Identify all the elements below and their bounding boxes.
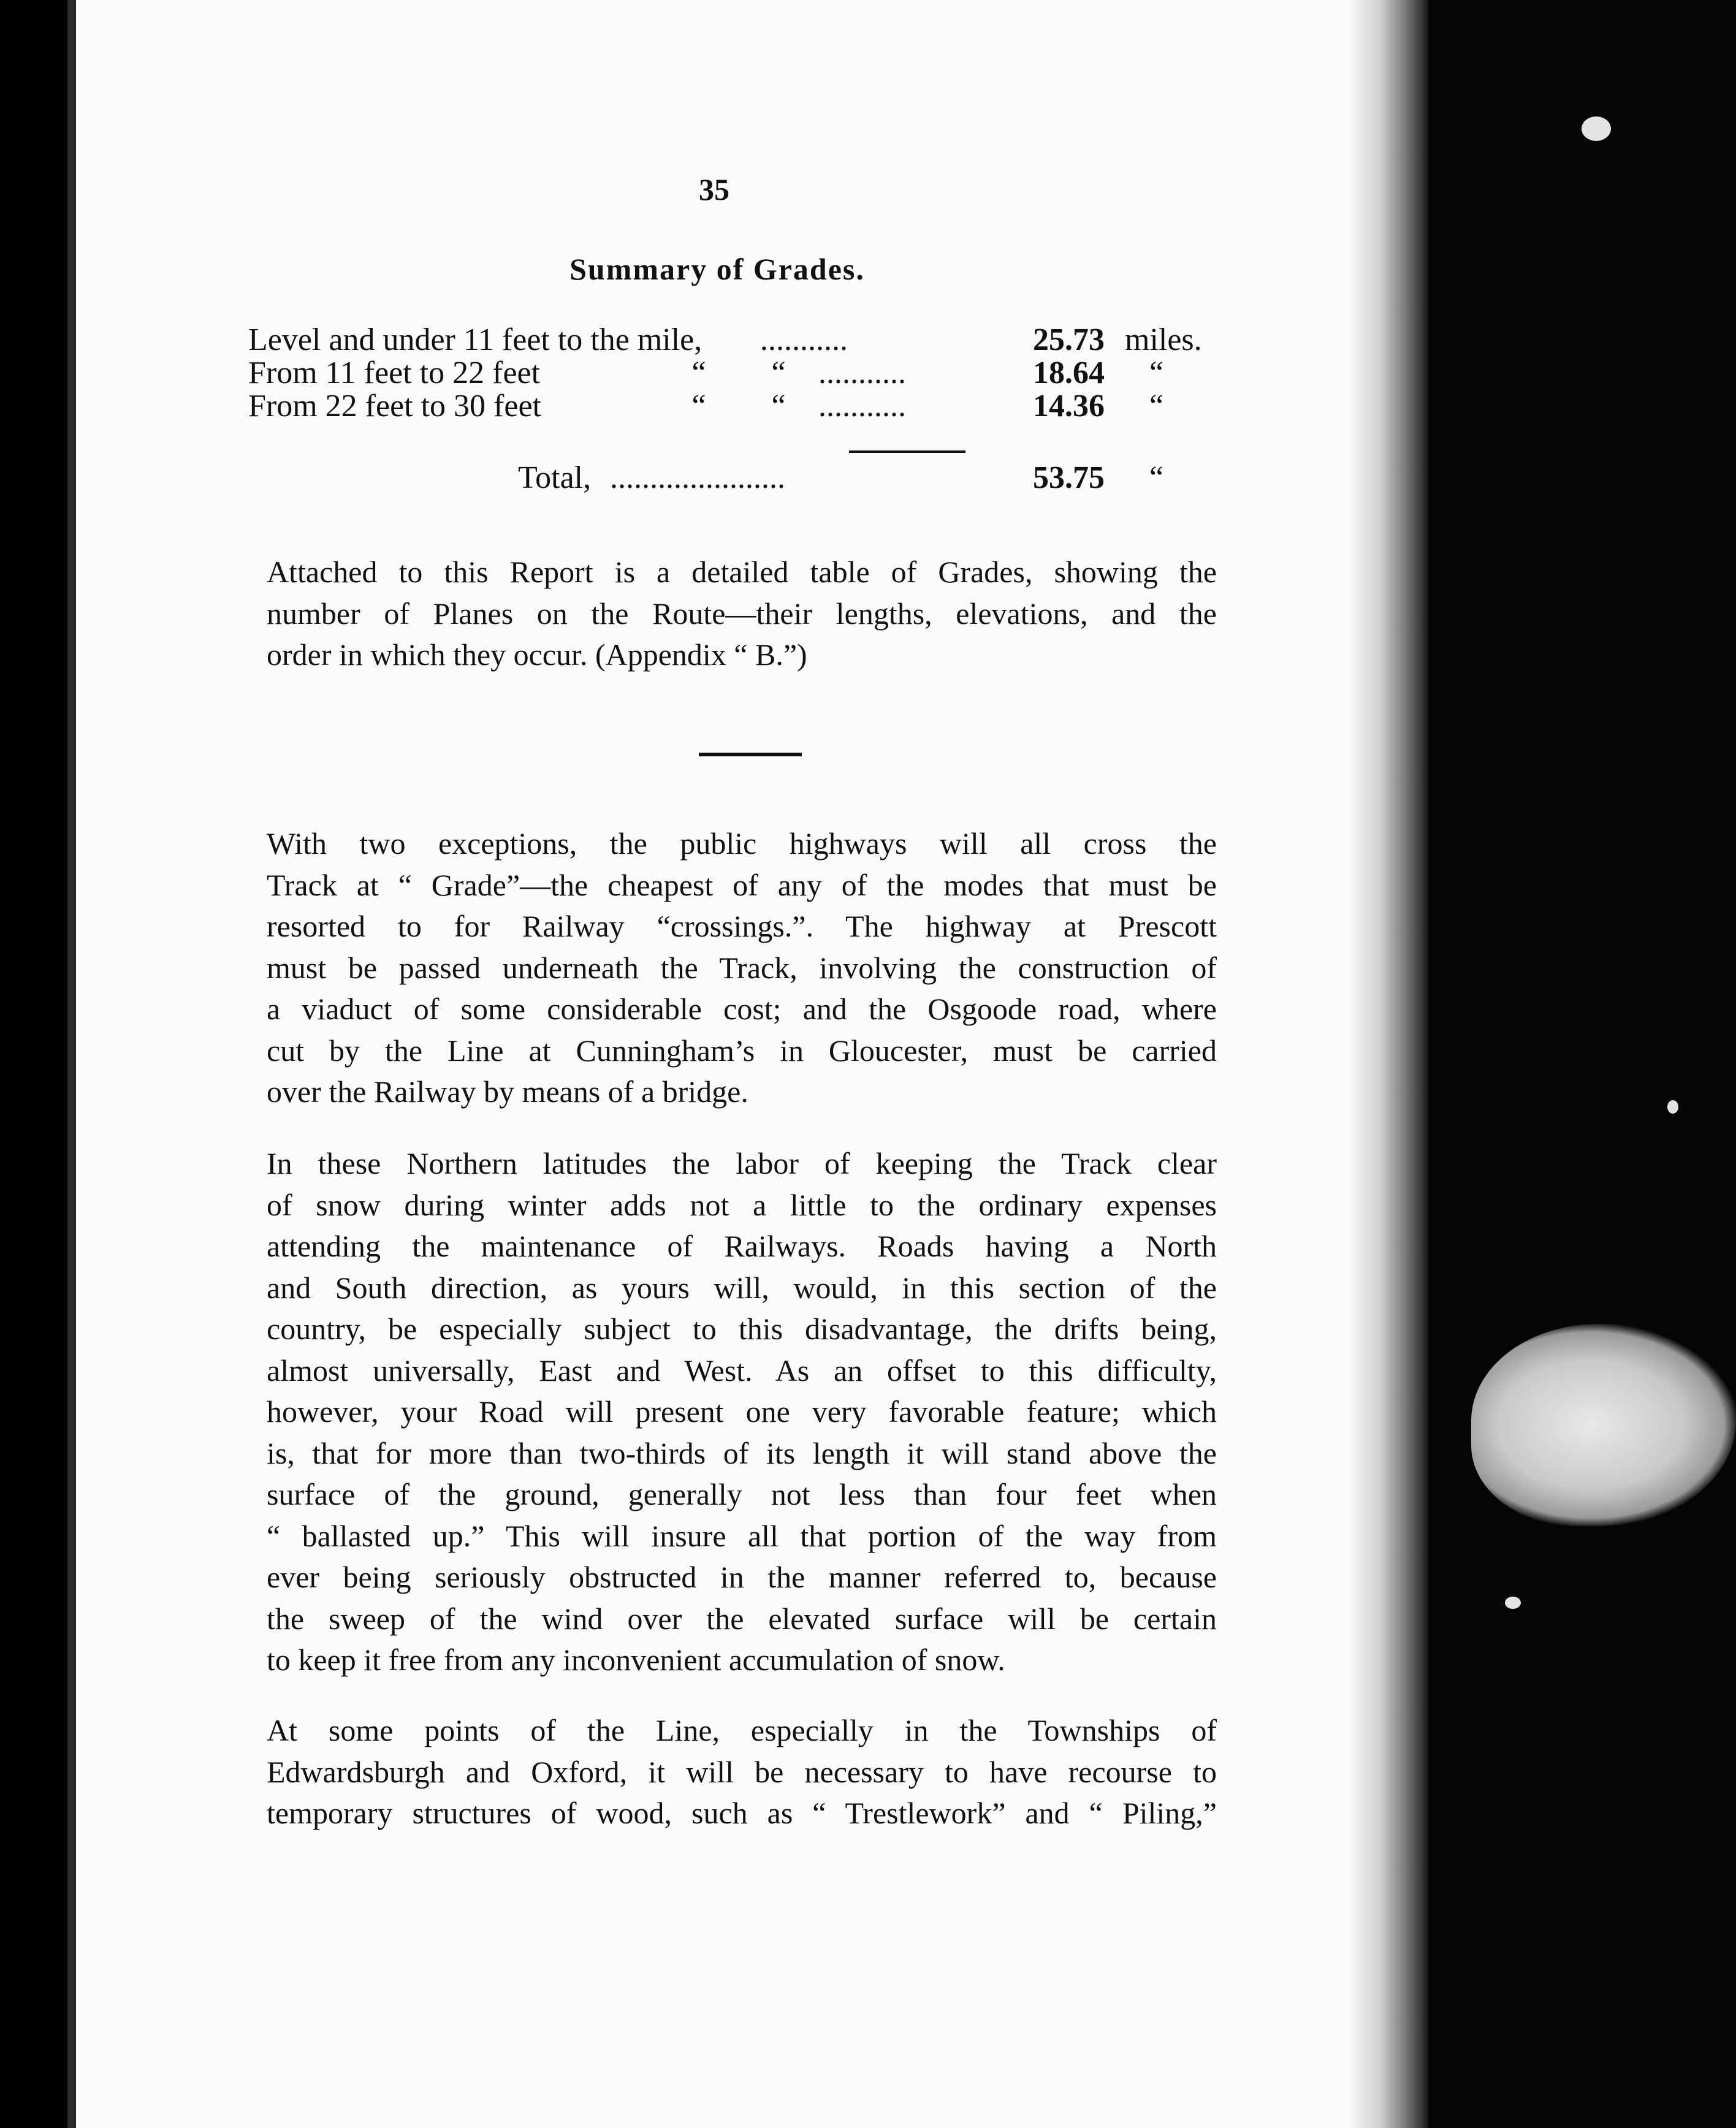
page-fold-shadow bbox=[1349, 0, 1428, 2128]
text-line: Edwardsburgh and Oxford, it will be necessary to have recourse to bbox=[267, 1754, 1217, 1789]
text-line: a viaduct of some considerable cost; and the Osgoode road, where bbox=[267, 992, 1217, 1026]
text-line: surface of the ground, generally not less than four feet when bbox=[267, 1477, 1217, 1511]
paragraph-snow-maintenance bbox=[267, 1143, 1217, 1681]
total-rule bbox=[849, 450, 965, 453]
ditto-mark: “ bbox=[771, 389, 786, 424]
grade-label: From 11 feet to 22 feet bbox=[248, 355, 541, 390]
text-line: the sweep of the wind over the elevated surface will be certain bbox=[267, 1601, 1217, 1636]
paragraph-appendix-note bbox=[267, 552, 1217, 676]
total-label: Total, bbox=[518, 460, 592, 495]
grade-miles-value: 25.73 bbox=[1033, 322, 1105, 357]
grade-unit: “ bbox=[1149, 355, 1164, 390]
text-line: attending the maintenance of Railways. Roads having a North bbox=[267, 1229, 1217, 1263]
ditto-mark: “ bbox=[771, 355, 786, 390]
text-line: is, that for more than two-thirds of its length it will stand above the bbox=[267, 1435, 1217, 1470]
paragraph-highway-crossings bbox=[267, 823, 1217, 1113]
grade-miles-value: 14.36 bbox=[1033, 389, 1105, 424]
text-line: to keep it free from any inconvenient accumulation of snow. bbox=[267, 1643, 1005, 1677]
total-row bbox=[248, 460, 1217, 496]
paragraph-trestlework bbox=[267, 1710, 1217, 1834]
grade-row bbox=[248, 322, 1217, 355]
grade-unit: miles. bbox=[1125, 322, 1202, 357]
grade-row bbox=[248, 355, 1217, 388]
grade-unit: “ bbox=[1149, 389, 1164, 424]
text-line: of snow during winter adds not a little to the ordinary expenses bbox=[267, 1187, 1217, 1222]
dot-leader: ........... bbox=[818, 355, 906, 390]
text-line: With two exceptions, the public highways will all cross the bbox=[267, 826, 1217, 861]
text-line: In these Northern latitudes the labor of keeping the Track clear bbox=[267, 1146, 1217, 1180]
text-line: ever being seriously obstructed in the manner referred to, because bbox=[267, 1560, 1217, 1594]
dot-leader: ........... bbox=[760, 322, 848, 357]
text-line: country, be especially subject to this disadvantage, the drifts being, bbox=[267, 1312, 1217, 1346]
text-line: over the Railway by means of a bridge. bbox=[267, 1074, 748, 1109]
ditto-mark: “ bbox=[691, 355, 706, 390]
page-gutter-shadow bbox=[67, 0, 76, 2128]
grade-miles-value: 18.64 bbox=[1033, 355, 1105, 390]
text-line: cut by the Line at Cunningham’s in Gloucester, must be carried bbox=[267, 1033, 1217, 1068]
text-line: order in which they occur. (Appendix “ B.”) bbox=[267, 637, 807, 672]
page-number: 35 bbox=[699, 172, 729, 207]
grade-label: Level and under 11 feet to the mile, bbox=[248, 322, 702, 357]
section-heading: Summary of Grades. bbox=[569, 252, 865, 286]
text-line: however, your Road will present one very favorable feature; which bbox=[267, 1394, 1217, 1429]
text-line: almost universally, East and West. As an offset to this difficulty, bbox=[267, 1353, 1217, 1388]
text-line: number of Planes on the Route—their lengths, elevations, and the bbox=[267, 596, 1217, 631]
paper-speck bbox=[1667, 1100, 1678, 1114]
total-unit: “ bbox=[1149, 460, 1164, 495]
book-page bbox=[67, 0, 1428, 2128]
grade-label: From 22 feet to 30 feet bbox=[248, 389, 541, 424]
text-line: Attached to this Report is a detailed table of Grades, showing the bbox=[267, 555, 1217, 589]
section-divider bbox=[699, 753, 802, 756]
paper-speck bbox=[1582, 116, 1611, 141]
text-line: Track at “ Grade”—the cheapest of any of the modes that must be bbox=[267, 867, 1217, 902]
total-miles-value: 53.75 bbox=[1033, 460, 1105, 495]
scan-left-edge bbox=[0, 0, 67, 2128]
grades-summary-table bbox=[248, 322, 1217, 424]
dot-leader: ...................... bbox=[610, 460, 785, 495]
dot-leader: ........... bbox=[818, 389, 906, 424]
text-line: “ ballasted up.” This will insure all that portion of the way from bbox=[267, 1518, 1217, 1553]
text-line: temporary structures of wood, such as “ Trestlework” and “ Piling,” bbox=[267, 1796, 1217, 1830]
text-line: and South direction, as yours will, would, in this section of the bbox=[267, 1270, 1217, 1305]
paper-speck bbox=[1505, 1597, 1521, 1609]
grade-row bbox=[248, 388, 1217, 424]
text-line: resorted to for Railway “crossings.”. The highway at Prescott bbox=[267, 909, 1217, 943]
scan-right-background bbox=[1428, 0, 1736, 2128]
text-line: must be passed underneath the Track, involving the construction of bbox=[267, 950, 1217, 985]
ditto-mark: “ bbox=[691, 389, 706, 424]
text-line: At some points of the Line, especially in the Townships of bbox=[267, 1713, 1217, 1747]
